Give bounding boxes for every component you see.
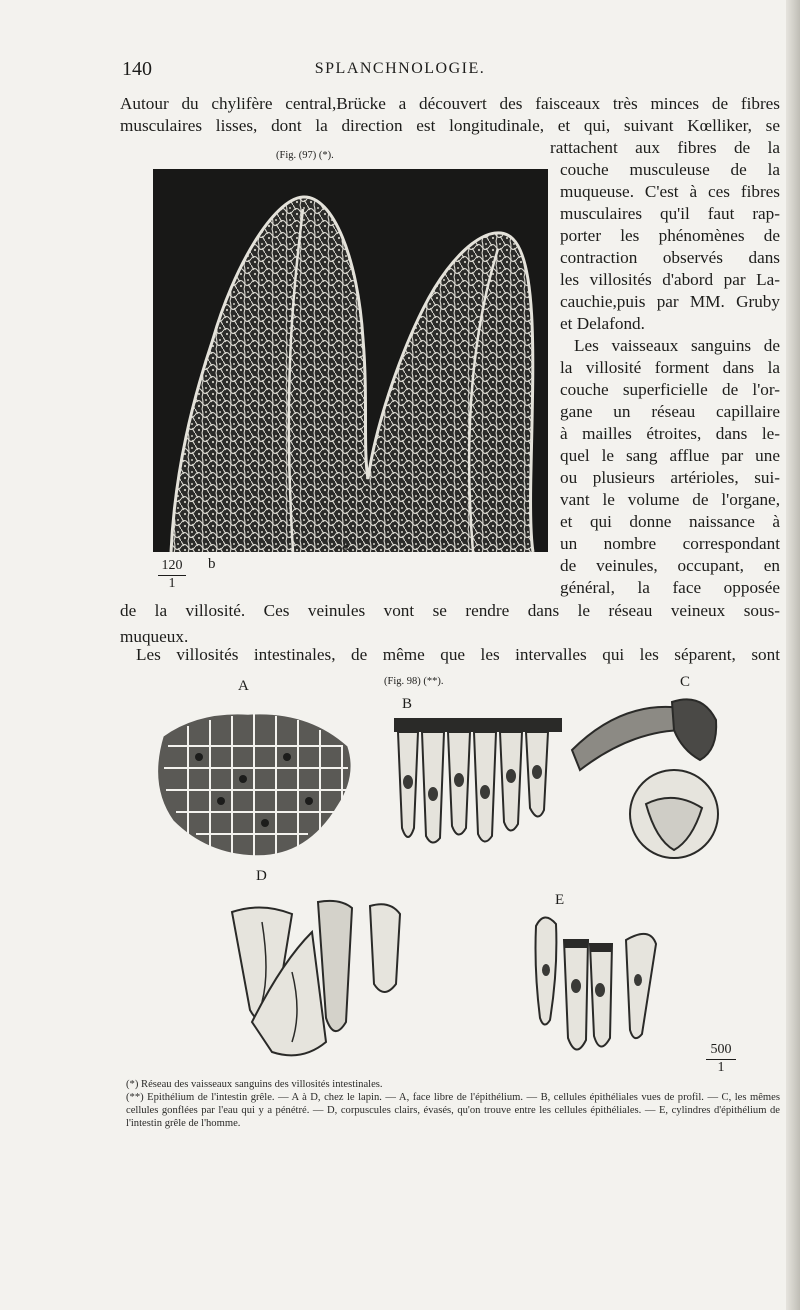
figure-97-label: (Fig. (97) (*). (276, 150, 334, 161)
body-line: de la villosité. Ces veinules vont se rendre dans le réseau veineux sous- (120, 601, 780, 620)
body-line: à mailles étroites, dans le- (560, 424, 780, 443)
body-line: la villosité forment dans la (560, 358, 780, 377)
figure-98-letter-e: E (555, 892, 565, 908)
figure-captions (126, 1078, 780, 1130)
figure-97-scale (158, 558, 186, 592)
figure-98-d-clear-corpuscles (222, 892, 418, 1066)
body-line: vant le volume de l'organe, (560, 490, 780, 509)
body-line: porter les phénomènes de (560, 226, 780, 245)
page-header (0, 58, 800, 80)
figure-98-label: (Fig. 98) (**). (384, 676, 444, 687)
body-line: un nombre correspondant (560, 534, 780, 553)
body-line: Autour du chylifère central,Brücke a découvert des faisceaux très minces de fibres (120, 94, 780, 113)
body-line: et qui donne naissance à (560, 512, 780, 531)
figure-98-letter-c: C (680, 674, 691, 690)
body-line: et Delafond. (560, 314, 645, 333)
body-line: couche musculeuse de la (560, 160, 780, 179)
body-line: quel le sang afflue par une (560, 446, 780, 465)
body-line: Les villosités intestinales, de même que les intervalles qui les séparent, sont (136, 645, 780, 664)
body-line: Les vaisseaux sanguins de (574, 336, 780, 355)
figure-98-scale (706, 1042, 736, 1076)
body-line: cauchie,puis par MM. Gruby (560, 292, 780, 311)
caption-figure-98: (**) Epithélium de l'intestin grêle. — A à D, chez le lapin. — A, face libre de l'épithélium. — B, cellules épithéliales vues de profil. — C, les mêmes cellules gonflées par l'eau qui y a pénétré. — D, corpuscules clairs, évasés, qu'on trouve entre les cellules épithéliales. — E, cylindres d'épithélium de l'intestin grêle de l'homme. (126, 1092, 780, 1129)
figure-97-letter-a: a (342, 538, 349, 554)
body-line: ou plusieurs artérioles, sui- (560, 468, 780, 487)
figure-97-letter-b: b (208, 556, 216, 572)
figure-98-letter-d: D (256, 868, 267, 884)
body-line: gane un réseau capillaire (560, 402, 780, 421)
body-line: couche superficielle de l'or- (560, 380, 780, 399)
body-line: les villosités d'abord par La- (560, 270, 780, 289)
figure-98-e-human-epithelium-cylinders (530, 910, 660, 1062)
body-line: muqueux. (120, 627, 189, 646)
caption-figure-97: (*) Réseau des vaisseaux sanguins des villosités intestinales. (126, 1079, 383, 1090)
body-line: muqueuse. C'est à ces fibres (560, 182, 780, 201)
page-number: 140 (122, 58, 152, 80)
scale-numerator: 120 (158, 558, 186, 576)
body-line: rattachent aux fibres de la (550, 138, 780, 157)
scale-numerator: 500 (706, 1042, 736, 1060)
figure-98-b-cells-in-profile (394, 718, 562, 848)
body-line: général, la face opposée (560, 578, 780, 597)
body-line: de veinules, occupant, en (560, 556, 780, 575)
page-edge (786, 0, 800, 1310)
scale-denominator: 1 (717, 1060, 725, 1075)
figure-98-c-swollen-cells (562, 690, 722, 860)
scale-denominator: 1 (168, 576, 176, 591)
body-line: musculaires lisses, dont la direction est longitudinale, et qui, suivant Kœlliker, se (120, 116, 780, 135)
figure-98-a-epithelium-surface (148, 706, 360, 864)
body-line: musculaires qu'il faut rap- (560, 204, 780, 223)
figure-98-letter-a: A (238, 678, 249, 694)
figure-97-villus-capillary-network (153, 169, 548, 552)
figure-98-letter-b: B (402, 696, 413, 712)
running-head: SPLANCHNOLOGIE. (314, 60, 486, 77)
body-line: contraction observés dans (560, 248, 780, 267)
